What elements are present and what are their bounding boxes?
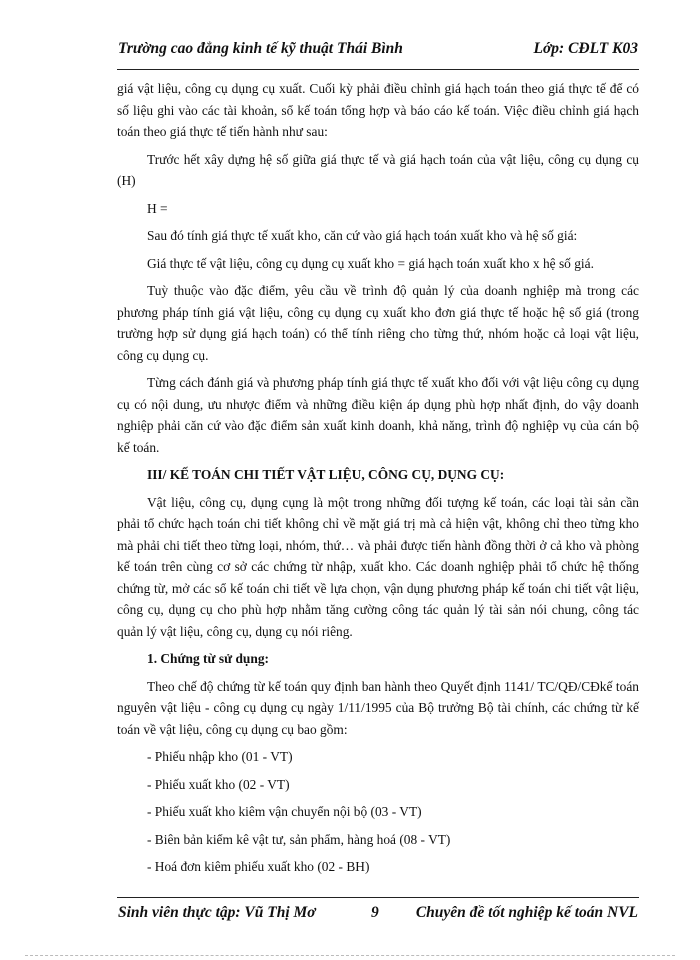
- page-header: [118, 40, 638, 62]
- list-item: - Phiếu xuất kho kiêm vận chuyển nội bộ (03 - VT): [147, 804, 422, 819]
- class-name: Lớp: CĐLT K03: [533, 40, 638, 57]
- page-edge-divider: [25, 955, 675, 956]
- page-number: 9: [371, 904, 379, 921]
- school-name: Trường cao đẳng kinh tế kỹ thuật Thái Bình: [118, 40, 403, 57]
- formula: H =: [147, 200, 168, 216]
- paragraph: Tuỳ thuộc vào đặc điểm, yêu cầu về trình độ quản lý của doanh nghiệp mà trong các phương pháp tính giá vật liệu, công cụ dụng cụ xuất kho đơn giá thực tế hoặc hệ số giá (trong trường hợp sử dụng giá hạch toán) có thể tính riêng cho từng thứ, nhóm hoặc cả loại vật liệu, công cụ dụng cụ.: [117, 283, 639, 363]
- paragraph: Theo chế độ chứng từ kế toán quy định ban hành theo Quyết định 1141/ TC/QĐ/CĐkế toán nguyên vật liệu - công cụ dụng cụ ngày 1/11/1995 của Bộ trưởng Bộ tài chính, các chứng từ kế toán về vật liệu, công cụ dụng cụ bao gồm:: [117, 678, 639, 737]
- formula: Giá thực tế vật liệu, công cụ dụng cụ xuất kho = giá hạch toán xuất kho x hệ số giá.: [147, 255, 594, 271]
- student-name: Sinh viên thực tập: Vũ Thị Mơ: [118, 904, 316, 921]
- list-item: - Biên bản kiểm kê vật tư, sản phẩm, hàng hoá (08 - VT): [147, 831, 451, 847]
- paragraph: giá vật liệu, công cụ dụng cụ xuất. Cuối kỳ phải điều chỉnh giá hạch toán theo giá thực tế để có số liệu ghi vào các tài khoản, sổ kế toán tổng hợp và báo cáo kế toán. Việc điều chỉnh giá hạch toán theo giá thực tế tiến hành như sau:: [117, 81, 639, 139]
- paragraph: Từng cách đánh giá và phương pháp tính giá thực tế xuất kho đối với vật liệu công cụ dụng cụ có nội dung, ưu nhược điểm và những điều kiện áp dụng phù hợp nhất định, do vậy doanh nghiệp phải căn cứ vào đặc điểm sản xuất kinh doanh, khả năng, trình độ nghiệp vụ của cán bộ kế toán.: [117, 375, 639, 455]
- list-item: - Phiếu nhập kho (01 - VT): [147, 749, 293, 764]
- thesis-topic: Chuyên đề tốt nghiệp kế toán NVL: [415, 904, 638, 921]
- subsection-heading: 1. Chứng từ sử dụng:: [147, 651, 269, 666]
- document-body: [117, 78, 639, 884]
- header-rule: [117, 69, 639, 70]
- footer-rule: [117, 897, 639, 898]
- paragraph: Trước hết xây dựng hệ số giữa giá thực tế và giá hạch toán của vật liệu, công cụ dụng cụ (H): [117, 151, 639, 188]
- paragraph: Vật liệu, công cụ, dụng cụng là một trong những đối tượng kế toán, các loại tài sản cần phải tổ chức hạch toán chi tiết không chỉ về mặt giá trị mà cả hiện vật, không chỉ theo từng kho mà phải chi tiết theo từng loại, nhóm, thứ… và phải được tiến hành đồng thời ở cả kho và phòng kế toán trên cùng cơ sở các chứng từ nhập, xuất kho. Các doanh nghiệp phải tổ chức hệ thống chứng từ, mở các sổ kế toán chi tiết về lựa chọn, vận dụng phương pháp kế toán chi tiết vật liệu, công cụ, dụng cụ cho phù hợp nhằm tăng cường công tác quản lý tài sản nói chung, công tác quản lý vật liệu, công cụ, dụng cụ nói riêng.: [117, 494, 639, 639]
- page-footer: [118, 904, 638, 926]
- section-heading: III/ KẾ TOÁN CHI TIẾT VẬT LIỆU, CÔNG CỤ, DỤNG CỤ:: [147, 467, 505, 482]
- list-item: - Phiếu xuất kho (02 - VT): [147, 776, 290, 792]
- list-item: - Hoá đơn kiêm phiếu xuất kho (02 - BH): [147, 859, 370, 874]
- paragraph: Sau đó tính giá thực tế xuất kho, căn cứ vào giá hạch toán xuất kho và hệ số giá:: [147, 228, 578, 243]
